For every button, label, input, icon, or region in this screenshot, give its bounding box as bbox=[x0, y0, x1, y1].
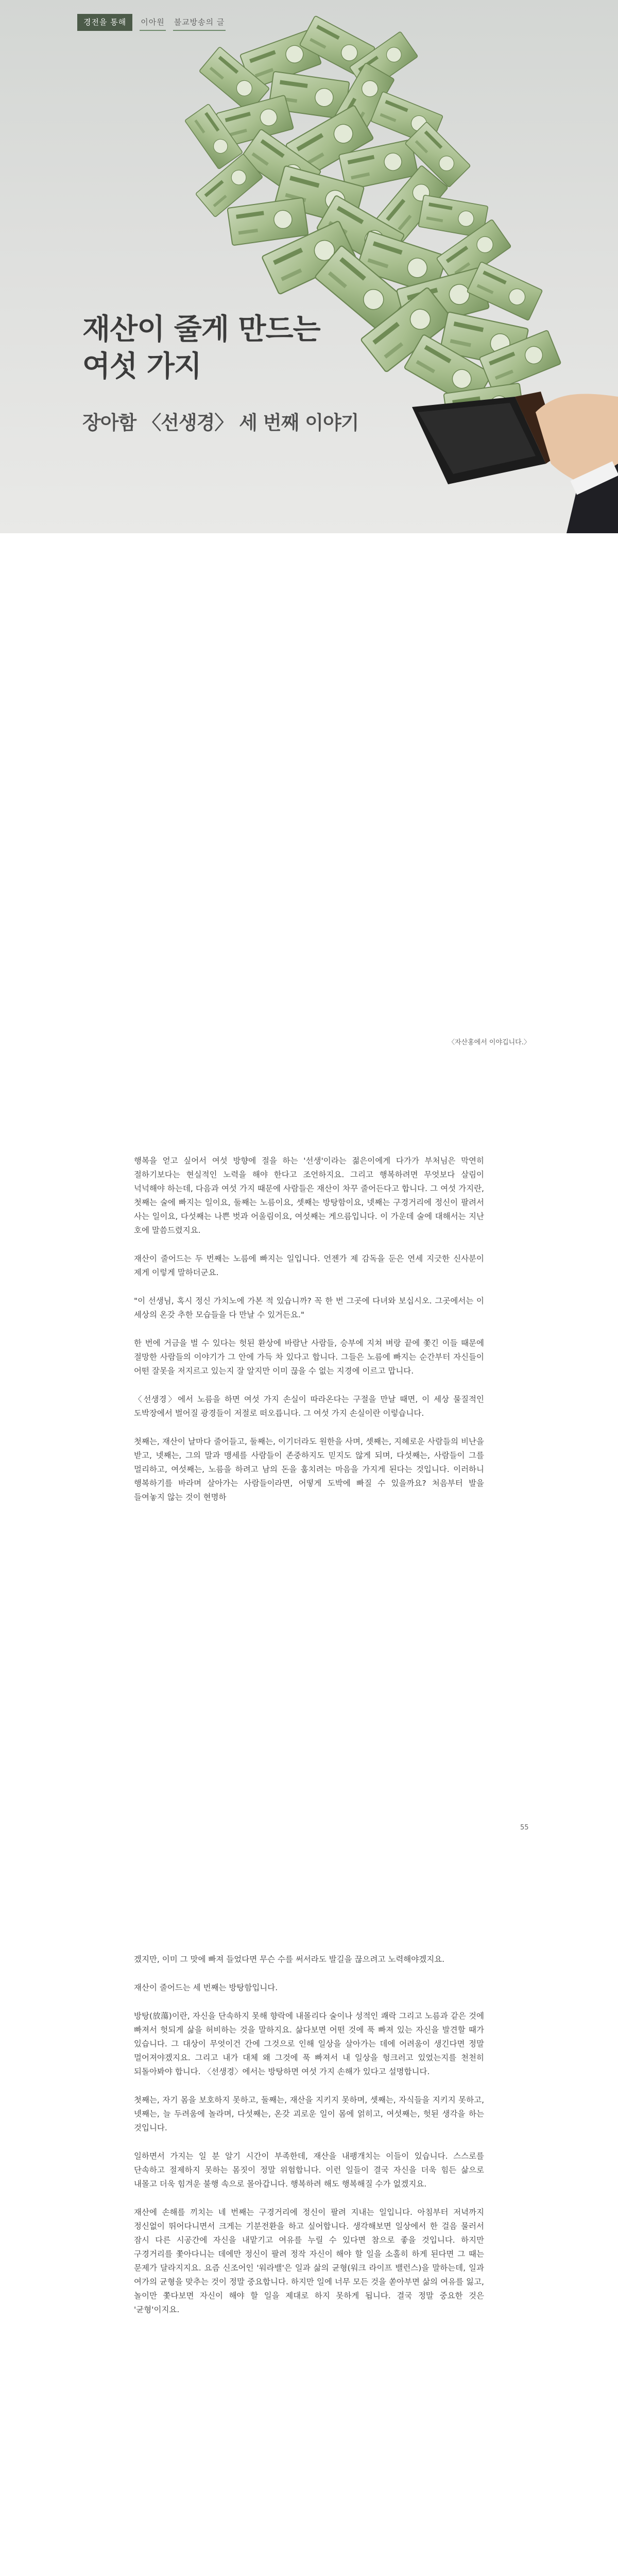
paragraph: 한 번에 거금을 벌 수 있다는 헛된 환상에 바람난 사람들, 승부에 지쳐 벼랑 끝에 쫓긴 이들 때문에 절망한 사람들의 이야기가 그 안에 가득 차 있다고 합니다. 그들은 노름에 빠지는 순간부터 자신들이 어떤 잘못을 저지르고 있는지 잘 알지만 이미 끊을 수 없는 지경에 이르고 맙니다. bbox=[134, 1338, 484, 1376]
paragraph: 첫째는, 재산이 날마다 줄어들고, 둘째는, 이기더라도 원한을 사며, 셋째는, 지혜로운 사람들의 비난을 받고, 넷째는, 그의 말과 맹세를 사람들이 존중하지도 믿지도 않게 되며, 다섯째는, 사람들이 그를 멀리하고, 여섯째는, 노름을 하려고 남의 돈을 훔치려는 마음을 가지게 된다는 것입니다. 이러하니 행복하기를 바라며 살아가는 사람들이라면, 어떻게 도박에 빠질 수 있을까요? 처음부터 발을 들여놓지 않는 것이 현명하 bbox=[134, 1437, 484, 1502]
hand-icon bbox=[536, 394, 618, 533]
paragraph: 재산이 줄어드는 두 번째는 노름에 빠지는 일입니다. 언젠가 제 감독을 둔은 연세 지긋한 신사분이 제게 이렇게 말하더군요. bbox=[134, 1254, 484, 1277]
paragraph: 일하면서 가지는 일 분 알기 시간이 부족한데, 재산을 내팽개치는 이들이 있습니다. 스스로를 단속하고 절제하지 못하는 몸짓이 정말 위험합니다. 이런 일들이 결국 자신을 더욱 힘든 삶으로 내몰고 더욱 힘겨운 불행 속으로 몰아갑니다. 행복하려 해도 행복해질 수가 없겠지요. bbox=[134, 2151, 484, 2189]
hero-section bbox=[0, 0, 618, 533]
article-title-line-1: 재산이 줄게 만드는 bbox=[82, 313, 320, 346]
paragraph: 〈선생경〉에서 노름을 하면 여섯 가지 손실이 따라온다는 구절을 만날 때면, 이 세상 물질적인 도박장에서 벌어질 광경들이 저절로 떠오릅니다. 그 여섯 가지 손실이란 이렇습니다. bbox=[134, 1395, 484, 1418]
image-credit: 〈자산홍에서 이야깁니다.〉 bbox=[448, 1039, 530, 1046]
article-title bbox=[82, 311, 320, 385]
flying-banknotes-illustration bbox=[0, 0, 618, 533]
paragraph: 방탕(放蕩)이란, 자신을 단속하지 못해 향락에 내몰리다 술이나 성적인 쾌락 그리고 노름과 같은 것에 빠져서 헛되게 삶을 허비하는 것을 말하지요. 삶다보면 어떤 것에 푹 빠져 있는 자신을 발견할 때가 있습니다. 그 대상이 무엇이건 간에 그것으로 인해 일상을 살아가는 데에 어려움이 생긴다면 정말 멀어져야겠지요. 그리고 내가 대체 왜 그것에 푹 빠져서 내 일상을 헝크러고 있었는지를 천천히 되돌아봐야 합니다. 〈선생경〉에서는 방탕하면 여섯 가지 손해가 있다고 설명합니다. bbox=[134, 2011, 484, 2076]
article-page-56 bbox=[134, 1953, 484, 2331]
category-tab-source: 불교방송의 글 bbox=[173, 14, 226, 31]
article-title-line-2: 여섯 가지 bbox=[82, 350, 201, 383]
paragraph: 재산이 줄어드는 세 번째는 방탕함입니다. bbox=[134, 1983, 278, 1992]
paragraph: "이 선생님, 혹시 정신 가치노에 가본 적 있습니까? 꼭 한 번 그곳에 다녀와 보십시오. 그곳에서는 이 세상의 온갖 추한 모습들을 다 만날 수 있거든요." bbox=[134, 1296, 484, 1319]
article-page-55 bbox=[134, 1154, 484, 1519]
category-tab-sutra: 경전을 통해 bbox=[77, 14, 132, 31]
paragraph: 첫째는, 자기 몸을 보호하지 못하고, 둘째는, 재산을 지키지 못하며, 셋째는, 자식들을 지키지 못하고, 넷째는, 늘 두려움에 놀라며, 다섯째는, 온갖 괴로운 일이 몸에 얽히고, 여섯째는, 헛된 생각을 하는 것입니다. bbox=[134, 2095, 484, 2132]
paragraph: 재산에 손해를 끼치는 네 번째는 구경거리에 정신이 팔려 지내는 일입니다. 아침부터 저녁까지 정신없이 뛰어다니면서 크게는 기분전환을 하고 싶어합니다. 생각해보면 일상에서 한 걸음 물러서 잠시 다른 시공간에 자신을 내맡기고 여유를 누릴 수 있다면 참으로 좋을 것입니다. 하지만 구경거리를 쫓아다니는 데에만 정신이 팔려 정작 자신이 해야 할 일을 소홀히 하게 된다면 그 때는 문제가 달라지지요. 요즘 신조어인 '워라밸'은 일과 삶의 균형(워크 라이프 밸런스)을 말하는데, 일과 여가의 균형을 맞추는 것이 정말 중요합니다. 하지만 일에 너무 모든 것을 쏟아부면 삶의 여유를 잃고, 놀이만 쫓다보면 자신이 해야 할 일을 제대로 하지 못하게 됩니다. 결국 정말 중요한 것은 '균형'이지요. bbox=[134, 2208, 484, 2314]
page-number: 55 bbox=[520, 1824, 529, 1832]
hero-category-tabs bbox=[77, 14, 226, 31]
category-tab-author: 이아원 bbox=[140, 14, 165, 31]
wallet-icon bbox=[412, 392, 561, 484]
paragraph: 행복을 얻고 싶어서 여섯 방향에 절을 하는 '선생'이라는 젊은이에게 다가가 부처님은 막연히 절하기보다는 현실적인 노력을 해야 한다고 조언하지요. 그리고 행복하려면 무엇보다 살림이 넉넉해야 하는데, 다음과 여섯 가지 때문에 사람들은 재산이 차꾸 줄어든다고 합니다. 그 여섯 가지란, 첫째는 술에 빠지는 일이요, 둘째는 노름이요, 셋째는 방탕함이요, 넷째는 구경거리에 정신이 팔려서 사는 일이요, 다섯째는 나쁜 벗과 어울림이요, 여섯째는 게으름입니다. 이 가운데 술에 대해서는 지난 호에 말씀드렸지요. bbox=[134, 1156, 484, 1235]
article-subtitle: 장아함 〈선생경〉 세 번째 이야기 bbox=[82, 412, 359, 434]
paragraph: 겠지만, 이미 그 맛에 빠져 들었다면 무슨 수를 써서라도 발길을 끊으려고 노력해야겠지요. bbox=[134, 1955, 445, 1964]
